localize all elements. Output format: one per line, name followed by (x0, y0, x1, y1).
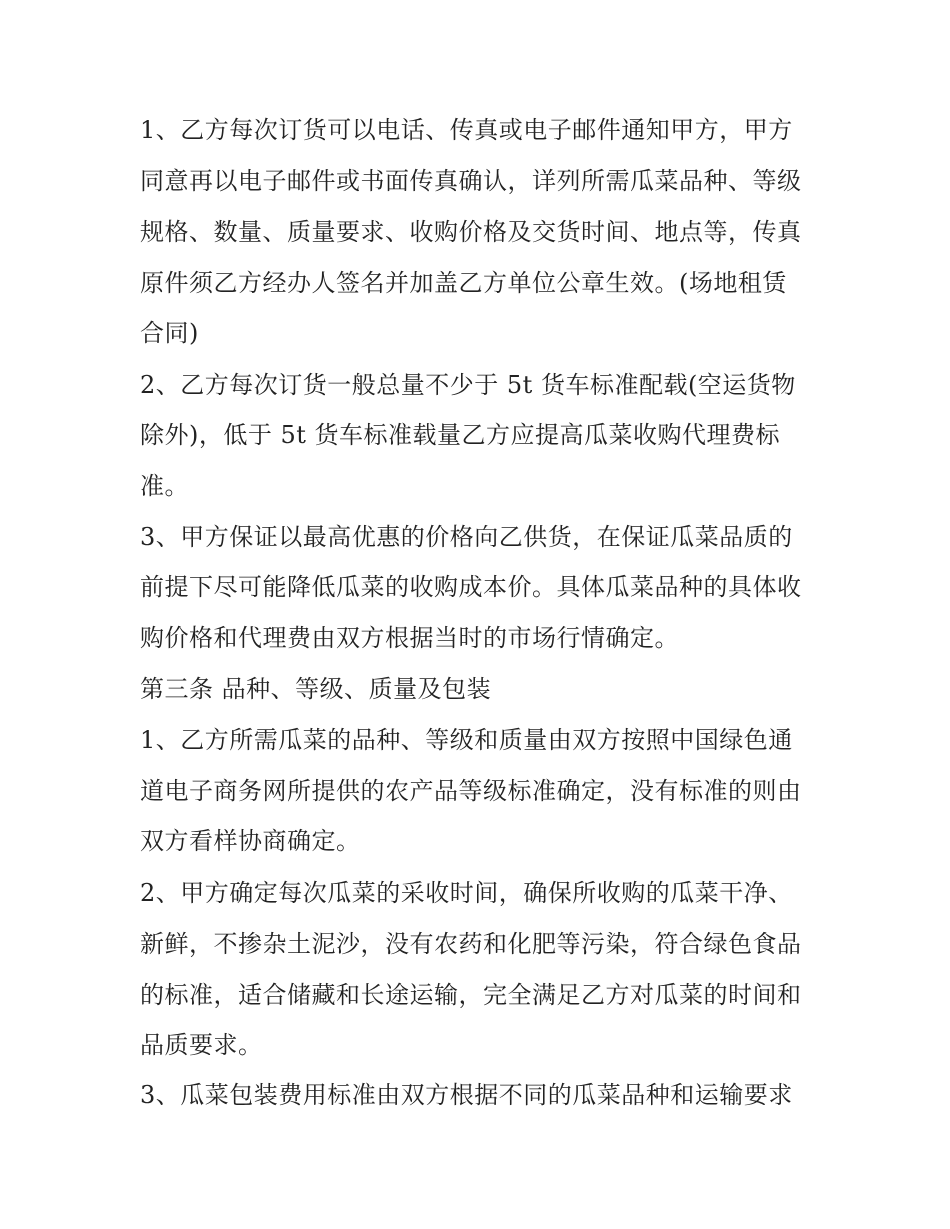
text-line: 的标准，适合储藏和长途运输，完全满足乙方对瓜菜的时间和 (140, 981, 802, 1009)
text-line: 购价格和代理费由双方根据当时的市场行情确定。 (140, 624, 679, 652)
text-line: 规格、数量、质量要求、收购价格及交货时间、地点等，传真 (140, 218, 802, 246)
text-line: 准。 (140, 472, 189, 500)
text-line: 3、甲方保证以最高优惠的价格向乙供货，在保证瓜菜品质的 (140, 523, 793, 551)
text-line: 品质要求。 (140, 1031, 263, 1059)
text-line: 道电子商务网所提供的农产品等级标准确定，没有标准的则由 (140, 777, 802, 805)
text-line: 原件须乙方经办人签名并加盖乙方单位公章生效。(场地租赁 (140, 269, 787, 297)
text-line: 合同) (140, 319, 199, 347)
text-line: 2、甲方确定每次瓜菜的采收时间，确保所收购的瓜菜干净、 (140, 879, 793, 907)
text-line: 1、乙方每次订货可以电话、传真或电子邮件通知甲方，甲方 (140, 116, 793, 144)
text-line: 同意再以电子邮件或书面传真确认，详列所需瓜菜品种、等级 (140, 167, 802, 195)
text-line: 除外)，低于 5t 货车标准载量乙方应提高瓜菜收购代理费标 (140, 421, 781, 449)
text-line: 3、瓜菜包装费用标准由双方根据不同的瓜菜品种和运输要求 (140, 1081, 793, 1109)
text-line: 2、乙方每次订货一般总量不少于 5t 货车标准配载(空运货物 (140, 371, 796, 399)
text-line: 1、乙方所需瓜菜的品种、等级和质量由双方按照中国绿色通 (140, 726, 793, 754)
text-line: 新鲜，不掺杂土泥沙，没有农药和化肥等污染，符合绿色食品 (140, 930, 802, 958)
section-heading: 第三条 品种、等级、质量及包装 (140, 675, 492, 703)
text-line: 双方看样协商确定。 (140, 827, 361, 855)
text-line: 前提下尽可能降低瓜菜的收购成本价。具体瓜菜品种的具体收 (140, 573, 802, 601)
